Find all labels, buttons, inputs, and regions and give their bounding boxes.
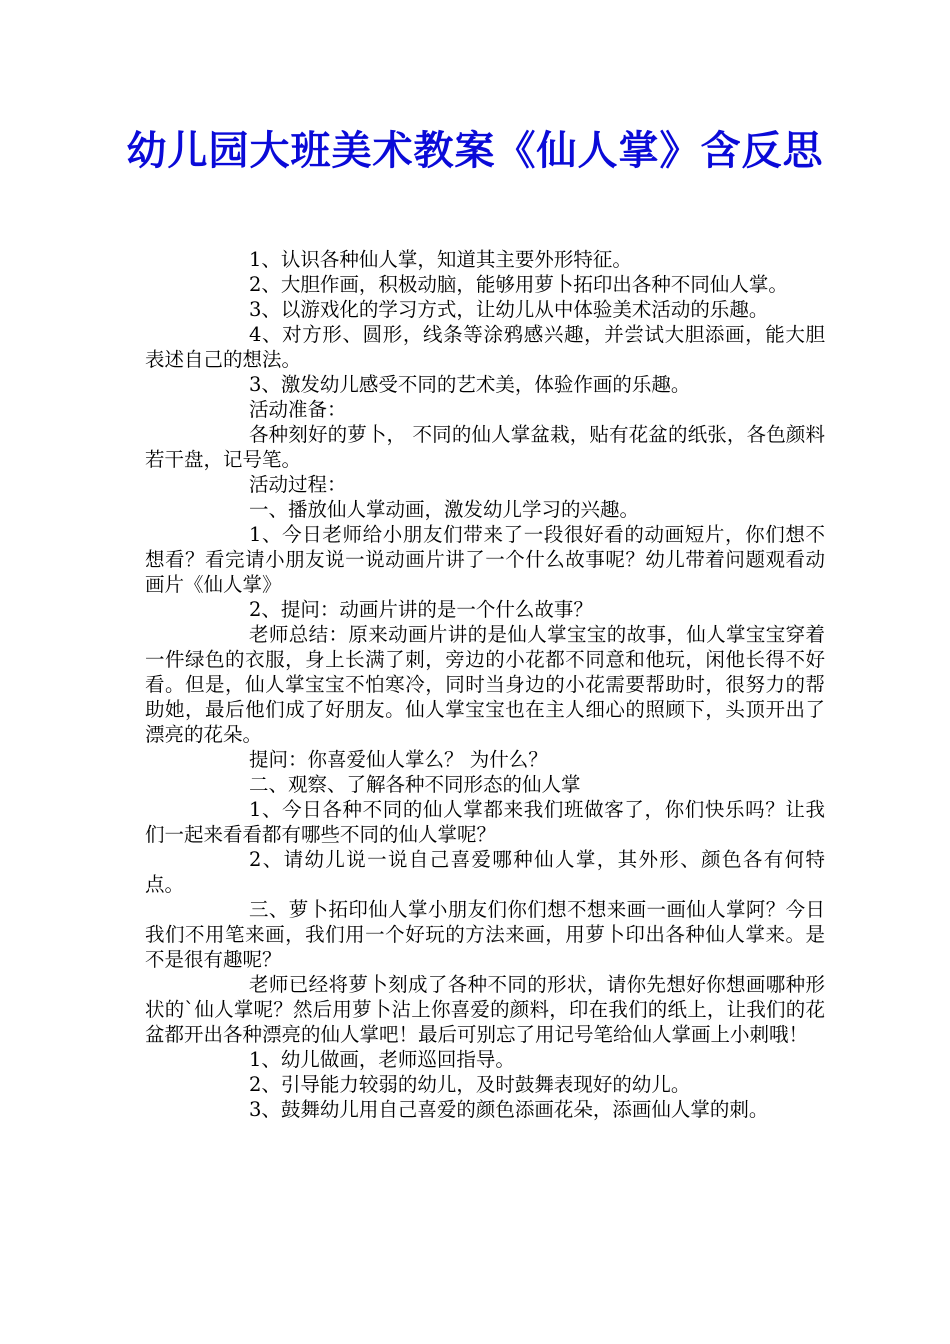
paragraph: 4、对方形、圆形，线条等涂鸦感兴趣，并尝试大胆添画，能大胆表述自己的想法。 bbox=[145, 323, 825, 371]
section-heading: 二、观察、了解各种不同形态的仙人掌 bbox=[249, 773, 581, 796]
paragraph: 1、认识各种仙人掌，知道其主要外形特征。 bbox=[249, 248, 632, 271]
paragraph: 1、幼儿做画，老师巡回指导。 bbox=[249, 1048, 515, 1071]
paragraph: 2、大胆作画，积极动脑，能够用萝卜拓印出各种不同仙人掌。 bbox=[249, 273, 788, 296]
section-heading: 活动准备： bbox=[249, 398, 347, 421]
paragraph: 2、引导能力较弱的幼儿，及时鼓舞表现好的幼儿。 bbox=[249, 1073, 691, 1096]
paragraph: 提问：你喜爱仙人掌么？ 为什么？ bbox=[249, 748, 548, 771]
section-heading: 一、播放仙人掌动画，激发幼儿学习的兴趣。 bbox=[249, 498, 640, 521]
paragraph: 3、鼓舞幼儿用自己喜爱的颜色添画花朵，添画仙人掌的刺。 bbox=[249, 1098, 769, 1121]
paragraph: 2、提问：动画片讲的是一个什么故事？ bbox=[249, 598, 593, 621]
paragraph: 3、激发幼儿感受不同的艺术美，体验作画的乐趣。 bbox=[249, 373, 691, 396]
paragraph: 各种刻好的萝卜， 不同的仙人掌盆栽，贴有花盆的纸张，各色颜料若干盘，记号笔。 bbox=[145, 423, 825, 471]
paragraph: 三、萝卜拓印仙人掌小朋友们你们想不想来画一画仙人掌阿？今日我们不用笔来画，我们用一个好玩的方法来画，用萝卜印出各种仙人掌来。是不是很有趣呢？ bbox=[145, 898, 825, 971]
paragraph: 2、请幼儿说一说自己喜爱哪种仙人掌，其外形、颜色各有何特点。 bbox=[145, 848, 825, 896]
document-title: 幼儿园大班美术教案《仙人掌》含反思 bbox=[126, 127, 824, 174]
paragraph: 老师总结：原来动画片讲的是仙人掌宝宝的故事，仙人掌宝宝穿着一件绿色的衣服，身上长满了刺，旁边的小花都不同意和他玩，闲他长得不好看。但是，仙人掌宝宝不怕寒冷，同时当身边的小花需要帮助时，很努力的帮助她，最后他们成了好朋友。仙人掌宝宝也在主人细心的照顾下，头顶开出了漂亮的花朵。 bbox=[145, 623, 825, 746]
paragraph: 老师已经将萝卜刻成了各种不同的形状，请你先想好你想画哪种形状的`仙人掌呢？然后用萝卜沾上你喜爱的颜料，印在我们的纸上，让我们的花盆都开出各种漂亮的仙人掌吧！最后可别忘了用记号笔给仙人掌画上小刺哦！ bbox=[145, 973, 825, 1046]
paragraph: 3、以游戏化的学习方式，让幼儿从中体验美术活动的乐趣。 bbox=[249, 298, 769, 321]
document-body bbox=[145, 247, 825, 1122]
section-heading: 活动过程： bbox=[249, 473, 347, 496]
paragraph: 1、今日各种不同的仙人掌都来我们班做客了，你们快乐吗？让我们一起来看看都有哪些不同的仙人掌呢？ bbox=[145, 798, 825, 846]
paragraph: 1、今日老师给小朋友们带来了一段很好看的动画短片，你们想不想看？看完请小朋友说一说动画片讲了一个什么故事呢？幼儿带着问题观看动画片《仙人掌》 bbox=[145, 523, 825, 596]
